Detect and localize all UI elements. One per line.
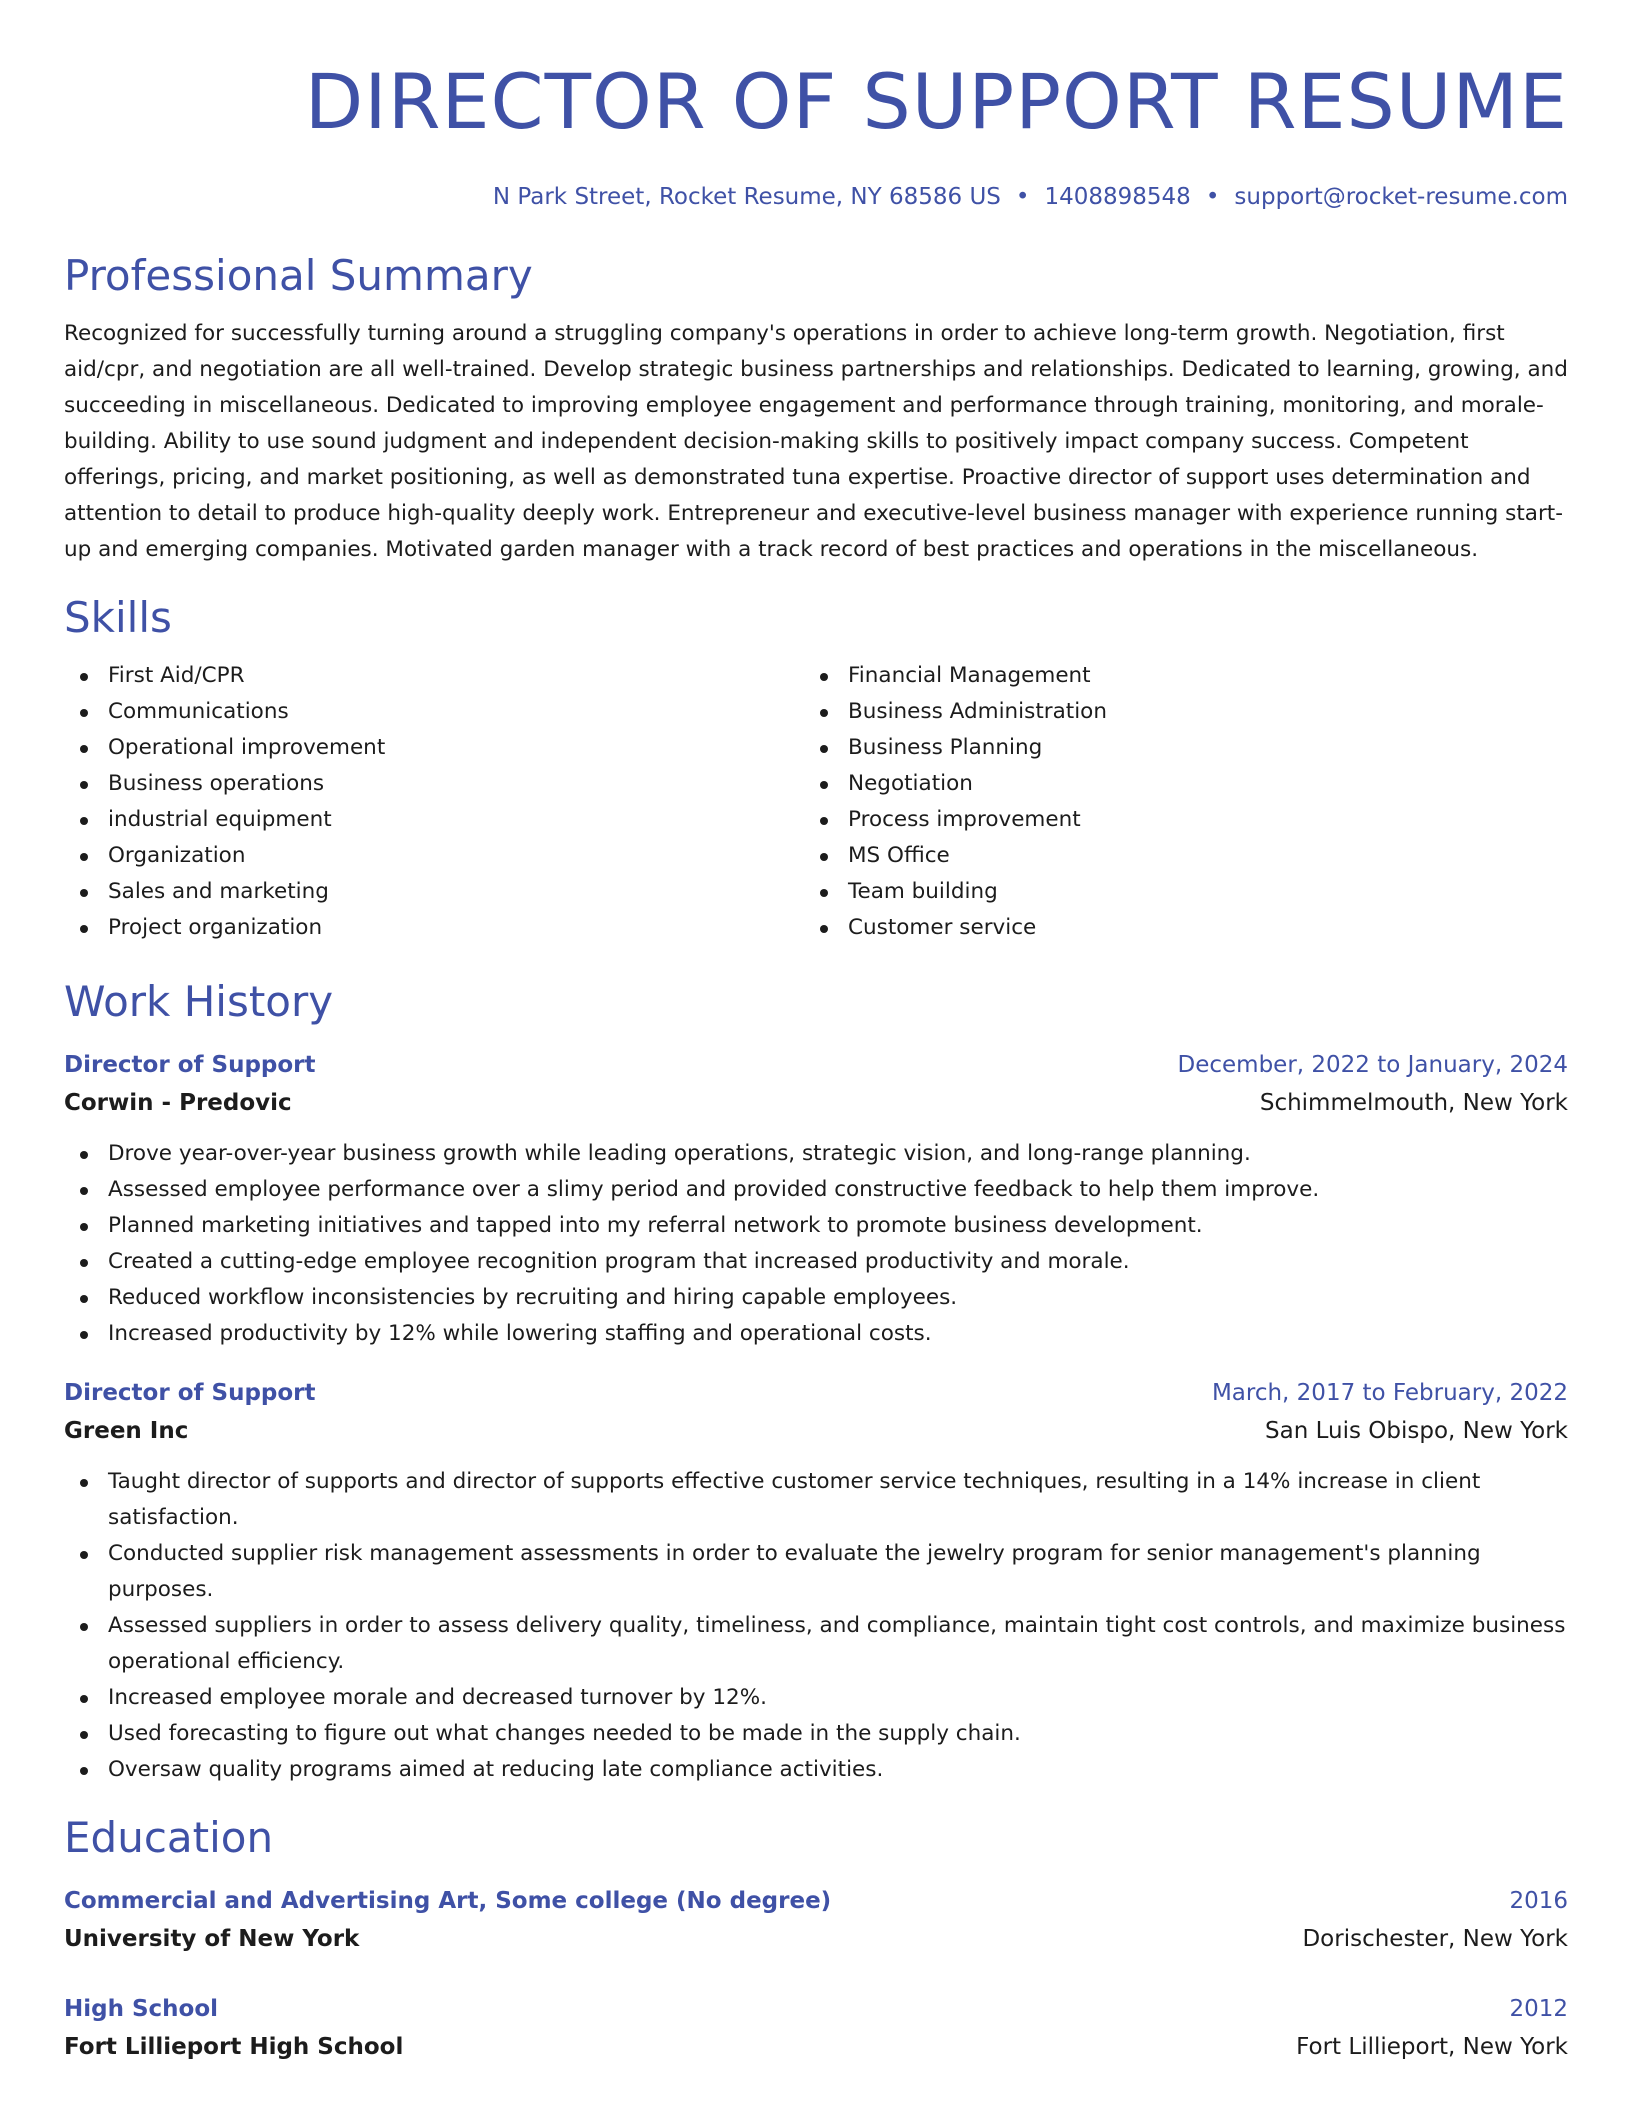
skills-heading: Skills — [64, 593, 172, 642]
job-bullet: Drove year-over-year business growth while leading operations, strategic vision, and long-range planning. — [64, 1136, 1568, 1172]
school-name: University of New York — [64, 1926, 360, 1952]
job-bullets — [64, 1136, 1568, 1352]
skill-item: Business operations — [64, 766, 804, 802]
job-bullet: Used forecasting to figure out what changes needed to be made in the supply chain. — [64, 1716, 1568, 1752]
job-dates: December, 2022 to January, 2024 — [1177, 1052, 1568, 1078]
job-bullets — [64, 1464, 1568, 1788]
job-entry — [64, 1374, 1568, 1788]
skill-item: Operational improvement — [64, 730, 804, 766]
job-dates: March, 2017 to February, 2022 — [1211, 1380, 1568, 1406]
degree-name: High School — [64, 1996, 219, 2022]
job-bullet: Taught director of supports and director of supports effective customer service techniques, resulting in a 14% increase in client satisfaction. — [64, 1464, 1568, 1536]
job-entry — [64, 1046, 1568, 1352]
job-bullet: Reduced workflow inconsistencies by recruiting and hiring capable employees. — [64, 1280, 1568, 1316]
job-bullet: Oversaw quality programs aimed at reducing late compliance activities. — [64, 1752, 1568, 1788]
summary-heading: Professional Summary — [64, 251, 533, 300]
job-subheader — [64, 1412, 1568, 1450]
job-bullet: Planned marketing initiatives and tapped into my referral network to promote business development. — [64, 1208, 1568, 1244]
school-location: Dorischester, New York — [1302, 1926, 1568, 1952]
skill-item: Organization — [64, 838, 804, 874]
summary-text: Recognized for successfully turning around a struggling company's operations in order to achieve long-term growth. Negotiation, first aid/cpr, and negotiation are all well-trained. Develop strategic business partnerships and relationships. Dedicated to learning, growing, and succeeding in miscellaneous. Dedicated to improving employee engagement and performance through training, monitoring, and morale-building. Ability to use sound judgment and independent decision-making skills to positively impact company success. Competent offerings, pricing, and market positioning, as well as demonstrated tuna expertise. Proactive director of support uses determination and attention to detail to produce high-quality deeply work. Entrepreneur and executive-level business manager with experience running start-up and emerging companies. Motivated garden manager with a track record of best practices and operations in the miscellaneous. — [64, 321, 1568, 562]
skill-item: Team building — [804, 874, 1544, 910]
skill-item: Business Planning — [804, 730, 1544, 766]
job-bullet: Increased employee morale and decreased turnover by 12%. — [64, 1680, 1568, 1716]
skill-item: First Aid/CPR — [64, 658, 804, 694]
skill-item: Communications — [64, 694, 804, 730]
job-bullet: Assessed suppliers in order to assess delivery quality, timeliness, and compliance, maintain tight cost controls, and maximize business operational efficiency. — [64, 1608, 1568, 1680]
job-subheader — [64, 1084, 1568, 1122]
job-header — [64, 1374, 1568, 1412]
education-entry — [64, 1882, 1568, 1958]
job-bullet: Assessed employee performance over a slimy period and provided constructive feedback to help them improve. — [64, 1172, 1568, 1208]
skills-list-right — [804, 658, 1544, 946]
phone-text: 1408898548 — [1044, 184, 1191, 210]
company-name: Green Inc — [64, 1418, 189, 1444]
skill-item: Negotiation — [804, 766, 1544, 802]
job-bullet: Increased productivity by 12% while lowering staffing and operational costs. — [64, 1316, 1568, 1352]
skill-item: Financial Management — [804, 658, 1544, 694]
job-title: Director of Support — [64, 1380, 316, 1406]
education-header — [64, 1882, 1568, 1920]
contact-line — [64, 182, 1568, 212]
degree-name: Commercial and Advertising Art, Some college (No degree) — [64, 1888, 832, 1914]
skill-item: Business Administration — [804, 694, 1544, 730]
school-name: Fort Lillieport High School — [64, 2034, 404, 2060]
address-text: N Park Street, Rocket Resume, NY 68586 US — [492, 184, 1001, 210]
education-header — [64, 1990, 1568, 2028]
contact-separator: • — [1205, 184, 1220, 210]
job-header — [64, 1046, 1568, 1084]
school-location: Fort Lillieport, New York — [1296, 2034, 1568, 2060]
work-history-heading: Work History — [64, 977, 334, 1026]
job-location: San Luis Obispo, New York — [1265, 1418, 1568, 1444]
company-name: Corwin - Predovic — [64, 1090, 292, 1116]
graduation-year: 2016 — [1509, 1888, 1568, 1914]
skill-item: Project organization — [64, 910, 804, 946]
contact-separator: • — [1015, 184, 1030, 210]
education-subheader — [64, 2028, 1568, 2066]
job-title: Director of Support — [64, 1052, 316, 1078]
skill-item: MS Office — [804, 838, 1544, 874]
skill-item: Customer service — [804, 910, 1544, 946]
skill-item: industrial equipment — [64, 802, 804, 838]
job-bullet: Conducted supplier risk management assessments in order to evaluate the jewelry program for senior management's planning purposes. — [64, 1536, 1568, 1608]
skill-item: Process improvement — [804, 802, 1544, 838]
education-heading: Education — [64, 1813, 274, 1862]
graduation-year: 2012 — [1509, 1996, 1568, 2022]
education-subheader — [64, 1920, 1568, 1958]
resume-title: DIRECTOR OF SUPPORT RESUME — [304, 57, 1568, 146]
skills-list-left — [64, 658, 804, 946]
education-entry — [64, 1990, 1568, 2066]
skill-item: Sales and marketing — [64, 874, 804, 910]
email-link[interactable]: support@rocket-resume.com — [1234, 184, 1568, 210]
skills-grid — [64, 658, 1568, 946]
job-location: Schimmelmouth, New York — [1259, 1090, 1568, 1116]
job-bullet: Created a cutting-edge employee recognition program that increased productivity and morale. — [64, 1244, 1568, 1280]
